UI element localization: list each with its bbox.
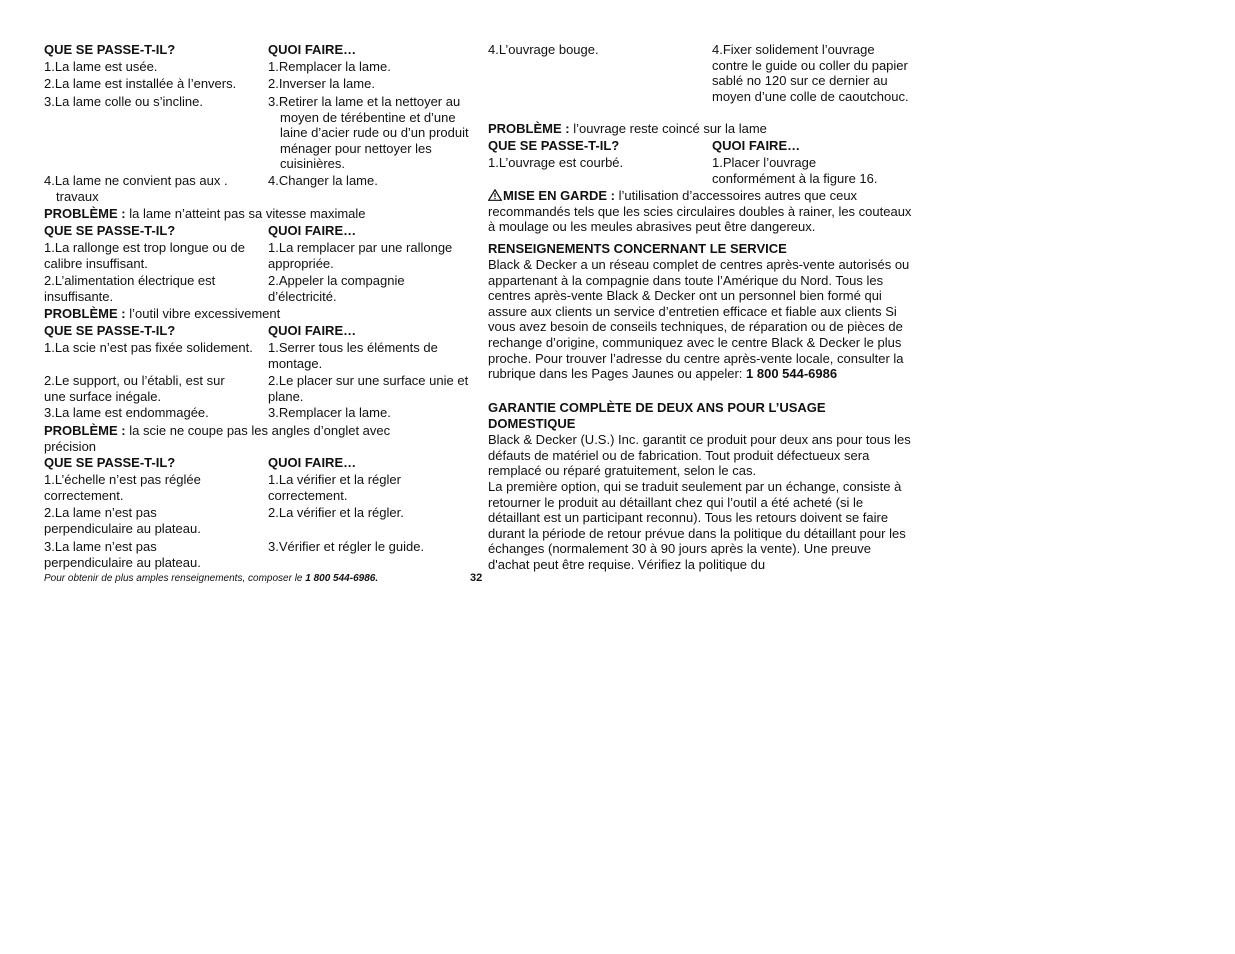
remedy-text: 3.Retirer la lame et la nettoyer au moyen de térébentine et d’une laine d’acier rude ou d’un produit ménager pour nettoyer les cuisinières. [268,94,469,172]
remedy-text: 4.Changer la lame. [268,173,378,188]
cause-text: 1.La rallonge est trop longue ou de calibre insuffisant. [44,240,245,271]
service-text: Black & Decker a un réseau complet de centres après-vente autorisés ou appartenant à la compagnie dans toute l’Amérique du Nord. Tous les centres après-vente Black & Decker ont un personnel bien formé qui assure aux clients un service d’entretien efficace et fiable aux clients Si vous avez besoin de conseils techniques, de réparation ou de pièces de rechange d’origine, communiquez avec le centre Black & Decker le plus proche. Pour trouver l’adresse du centre après-vente locale, consulter la rubrique dans les Pages Jaunes ou appeler: [488,257,910,382]
cause-text: 1.L’échelle n’est pas réglée correctement. [44,472,201,503]
problem-text: la scie ne coupe pas les angles d’onglet avec précision [44,423,391,454]
remedy-text: 4.Fixer solidement l’ouvrage contre le guide ou coller du papier sablé no 120 sur ce dernier au moyen d’une colle de caoutchouc. [712,42,909,104]
header-what-happens: QUE SE PASSE-T-IL? [44,455,176,470]
cause-text: 2.La lame est installée à l’envers. [44,76,237,91]
warranty-heading: GARANTIE COMPLÈTE DE DEUX ANS POUR L’USAGE DOMESTIQUE [488,400,826,431]
warning-label: MISE EN GARDE : [503,188,615,203]
problem-text: l’outil vibre excessivement [129,306,281,321]
problem-text: la lame n’atteint pas sa vitesse maximale [129,206,366,221]
footer-note [44,573,378,585]
header-what-to-do: QUOI FAIRE… [268,223,357,238]
problem-text: l’ouvrage reste coincé sur la lame [573,121,767,136]
header-what-to-do: QUOI FAIRE… [268,455,357,470]
warranty-paragraph-1: Black & Decker (U.S.) Inc. garantit ce produit pour deux ans pour tous les défauts de matériel ou de fabrication. Tout produit défectueux sera remplacé ou réparé gratuitement, selon le cas. [488,432,911,479]
cause-text: 3.La lame n’est pas perpendiculaire au plateau. [44,539,201,570]
warranty-paragraph-2: La première option, qui se traduit seulement par un échange, consiste à retourner le produit au détaillant chez qui l’outil a été acheté (si le détaillant est un participant reconnu). Tous les retours doivent se faire durant la période de retour prévue dans la politique du détaillant pour les échanges (normalement 30 à 90 jours après la vente). Une preuve d'achat peut être requise. Vérifiez la politique du [488,479,906,572]
cause-text: 1.La lame est usée. [44,59,158,74]
warning-text: l’utilisation d’accessoires autres que ceux recommandés tels que les scies circulaires doubles à rainer, les couteaux à moulage ou les meules abrasives peut être dangereux. [488,188,912,235]
remedy-text: 2.Appeler la compagnie d’électricité. [268,273,405,304]
header-what-happens: QUE SE PASSE-T-IL? [44,223,176,238]
cause-text: 2.L’alimentation électrique est insuffisante. [44,273,216,304]
cause-text: 3.La lame est endommagée. [44,405,209,420]
problem-line [44,306,470,322]
cause-text: 3.La lame colle ou s’incline. [44,94,203,109]
header-what-happens: QUE SE PASSE-T-IL? [488,138,620,153]
cause-text: 1.L’ouvrage est courbé. [488,155,624,170]
remedy-text: 3.Remplacer la lame. [268,405,391,420]
header-what-to-do: QUOI FAIRE… [268,42,357,57]
remedy-text: 1.Placer l’ouvrage conformément à la figure 16. [712,155,878,186]
cause-text: 4.L’ouvrage bouge. [488,42,599,57]
warning-block [488,188,918,235]
remedy-text: 1.Remplacer la lame. [268,59,391,74]
service-phone: 1 800 544-6986 [746,366,838,382]
problem-label: PROBLÈME : [44,306,126,321]
problem-line [488,121,918,137]
remedy-text: 2.Le placer sur une surface unie et plane. [268,373,469,404]
remedy-text: 1.La remplacer par une rallonge appropriée. [268,240,453,271]
warning-triangle-icon [488,189,502,201]
remedy-text: 2.La vérifier et la régler. [268,505,404,520]
cause-text: 4.La lame ne convient pas aux . travaux [44,173,228,204]
problem-label: PROBLÈME : [488,121,570,136]
remedy-text: 1.Serrer tous les éléments de montage. [268,340,438,371]
remedy-text: 1.La vérifier et la régler correctement. [268,472,401,503]
problem-label: PROBLÈME : [44,423,126,438]
header-what-to-do: QUOI FAIRE… [712,138,801,153]
footer-text: Pour obtenir de plus amples renseignements, composer le [44,573,306,584]
header-what-to-do: QUOI FAIRE… [268,323,357,338]
problem-label: PROBLÈME : [44,206,126,221]
page-number: 32 [470,572,483,584]
service-body [488,257,916,382]
footer-phone: 1 800 544-6986. [305,573,379,584]
problem-line [44,423,434,454]
header-what-happens: QUE SE PASSE-T-IL? [44,323,176,338]
cause-text: 1.La scie n’est pas fixée solidement. [44,340,253,355]
remedy-text: 2.Inverser la lame. [268,76,375,91]
remedy-text: 3.Vérifier et régler le guide. [268,539,425,554]
problem-line [44,206,470,222]
service-heading: RENSEIGNEMENTS CONCERNANT LE SERVICE [488,241,787,256]
header-what-happens: QUE SE PASSE-T-IL? [44,42,176,57]
cause-text: 2.La lame n’est pas perpendiculaire au plateau. [44,505,201,536]
cause-text: 2.Le support, ou l’établi, est sur une surface inégale. [44,373,225,404]
